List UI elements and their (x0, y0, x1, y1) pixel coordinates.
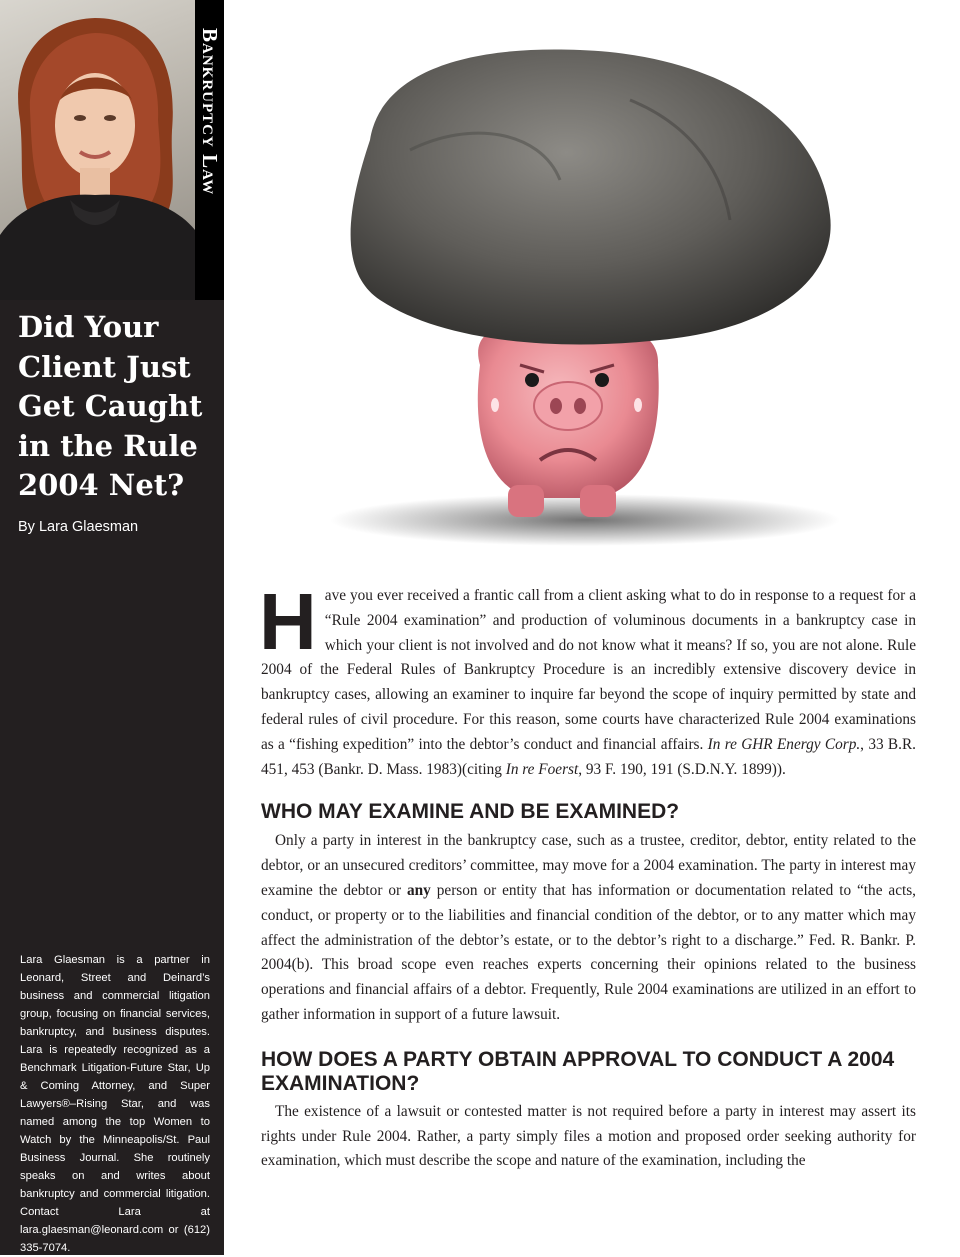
section-label: Bankruptcy Law (198, 28, 222, 196)
author-portrait-image (0, 0, 195, 300)
article-body (259, 577, 917, 1174)
intro-paragraph (259, 577, 916, 782)
hero-illustration (300, 30, 880, 560)
intro-tail: , 93 F. 190, 191 (S.D.N.Y. 1899)). (578, 760, 786, 778)
paragraph-who-may-examine (261, 829, 916, 1027)
drop-cap: H (259, 577, 317, 666)
case-citation-2: In re Foerst (505, 760, 579, 778)
para2-a: Only a party in interest in the bankruptcy case, such as a trustee, creditor, debtor, entity related to the debtor, or an unsecured creditors’ committee, may move for a 2004 examination. The party in interest may examine the debtor or (261, 832, 916, 899)
author-photo (0, 0, 195, 300)
para2-b: person or entity that has information or documentation related to “the acts, conduct, or property or to the liabilities and financial condition of the debtor, or to any matter which may affect the administration of the debtor’s estate, or to the debtor’s right to a discharge.” Fed. R. Bankr. P. 2004(b). This broad scope even reaches experts concerning their opinions related to the business operations and financial affairs of a debtor. Frequently, Rule 2004 examinations are utilized in an effort to gather information in support of a future lawsuit. (261, 881, 917, 1023)
intro-lead: ave you ever received a frantic call from a client asking what to do in response to a request for a “Rule 2004 examination” and production of voluminous documents in a bankruptcy case in which your client is not involved and do not know what it means? If so, you are not alone. Rule 2004 of the Federal Rules of Bankruptcy Procedure is an incredibly extensive discovery device in bankruptcy cases, allowing an examiner to inquire far beyond the scope of inquiry permitted by state and federal rules of civil procedure. For this reason, some courts have characterized Rule 2004 examinations as a “fishing expedition” into the debtor’s conduct and financial affairs. (261, 587, 916, 753)
sidebar (0, 0, 224, 1255)
paragraph-approval: The existence of a lawsuit or contested matter is not required before a party in interest may assert its rights under Rule 2004. Rather, a party simply files a motion and proposed order seeking authority for examination, which must describe the scope and nature of the examination, including the (261, 1102, 916, 1170)
rock-on-piggy-bank-image (300, 30, 880, 560)
section-heading-approval: HOW DOES A PARTY OBTAIN APPROVAL TO CONDUCT A 2004 EXAMINATION? (261, 1047, 895, 1095)
intro-mid: , 33 B.R. 451, 453 (Bankr. D. Mass. 1983)(citing (261, 735, 916, 778)
section-heading-examine: WHO MAY EXAMINE AND BE EXAMINED? (261, 800, 680, 824)
article-title: Did Your Client Just Get Caught in the Rule 2004 Net? (18, 310, 203, 502)
byline: By Lara Glaesman (18, 519, 139, 535)
author-bio: Lara Glaesman is a partner in Leonard, Street and Deinard’s business and commercial litigation group, focusing on financial services, bankruptcy, and business disputes. Lara is repeatedly recognized as a Benchmark Litigation-Future Star, Up & Coming Attorney, and Super Lawyers®–Rising Star, and was named among the top Women to Watch by the Minneapolis/St. Paul Business Journal. She routinely speaks on and writes about bankruptcy and commercial litigation. Contact Lara at lara.glaesman@leonard.com or (612) 335-7074. (20, 954, 210, 1254)
case-citation-1: In re GHR Energy Corp. (707, 735, 861, 753)
para2-bold: any (407, 881, 431, 899)
